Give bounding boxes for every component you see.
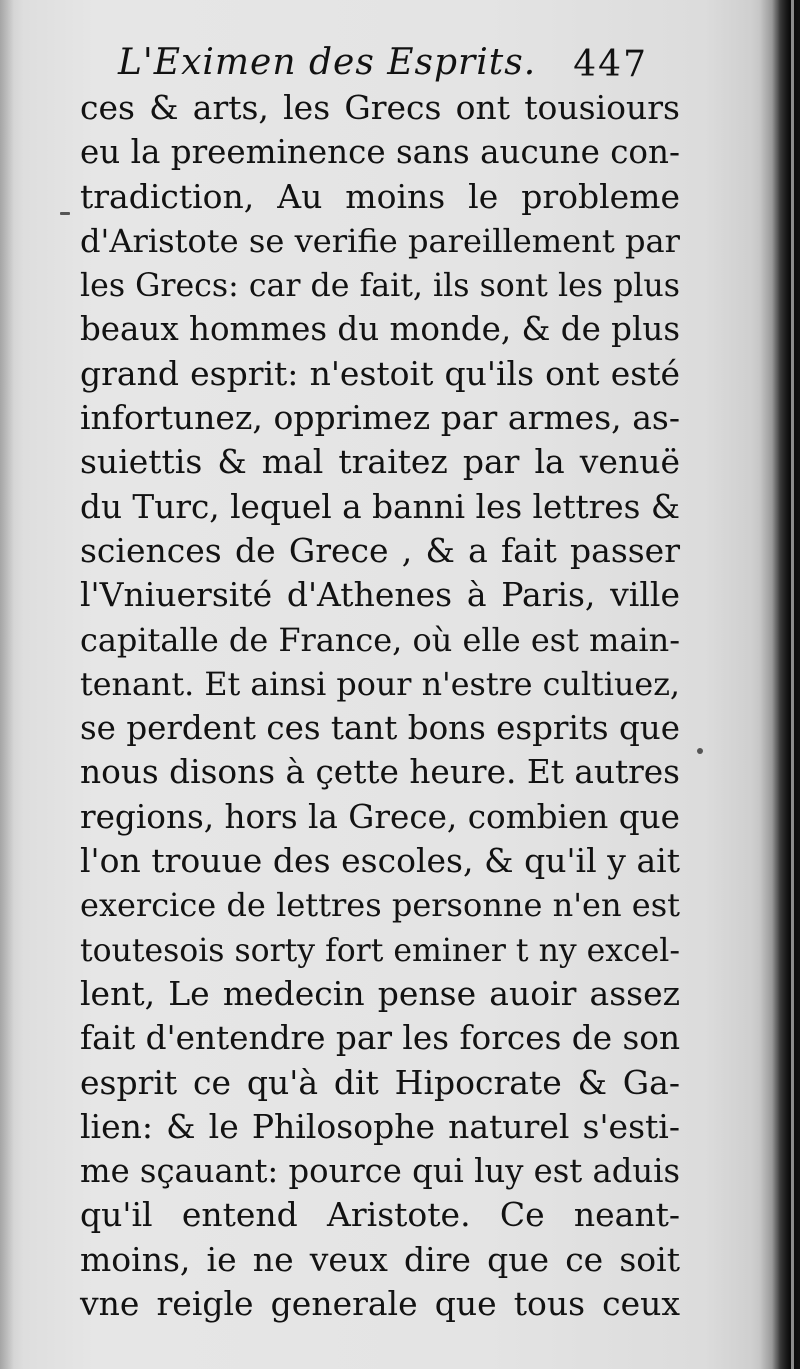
body-text — [80, 86, 680, 1326]
text-line: moins, ie ne veux dire que ce soit — [80, 1239, 680, 1279]
text-line: ces & arts, les Grecs ont tousiours — [80, 88, 680, 127]
text-line: sciences de Grece , & a fait passer — [80, 530, 680, 570]
text-line: infortunez, opprimez par armes, as- — [80, 398, 680, 438]
text-line: les Grecs: car de fait, ils sont les plus — [80, 268, 680, 305]
text-line: tradiction, Au moins le probleme — [80, 176, 680, 216]
text-line: vne reigle generale que tous ceux — [80, 1284, 680, 1324]
text-line: regions, hors la Grece, combien que — [80, 797, 680, 836]
text-line: suiettis & mal traitez par la venuë — [80, 442, 680, 482]
page-gutter-shadow — [760, 0, 800, 1369]
text-line: lien: & le Philosophe naturel s'esti- — [80, 1106, 680, 1146]
text-line: d'Aristote se verifie pareillement par — [80, 221, 680, 260]
text-line: lent, Le medecin pense auoir assez — [80, 973, 680, 1013]
text-line: me sçauant: pource qui luy est aduis — [80, 1152, 680, 1191]
ink-speck — [697, 748, 703, 754]
text-line: nous disons à çette heure. Et autres — [80, 753, 680, 792]
text-line: exercice de lettres personne n'en est — [80, 886, 680, 925]
text-line: l'Vniuersité d'Athenes à Paris, ville — [80, 575, 680, 615]
text-line: du Turc, lequel a banni les lettres & — [80, 487, 680, 526]
ink-speck — [60, 212, 70, 215]
page-number: 447 — [573, 44, 648, 85]
text-line: l'on trouue des escoles, & qu'il y ait — [80, 841, 680, 881]
text-line: qu'il entend Aristote. Ce neant- — [80, 1195, 680, 1235]
text-line: fait d'entendre par les forces de son — [80, 1019, 681, 1058]
text-line: eu la preeminence sans aucune con- — [80, 133, 680, 172]
running-head — [118, 42, 648, 92]
text-line: capitalle de France, où elle est main- — [80, 620, 680, 659]
text-line: esprit ce qu'à dit Hipocrate & Ga- — [80, 1062, 680, 1102]
running-head-title: L'Eximen des Esprits. — [118, 42, 537, 83]
text-line: se perdent ces tant bons esprits que — [80, 709, 680, 748]
book-spine-edge — [791, 0, 794, 1369]
text-line: tenant. Et ainsi pour n'estre cultiuez, — [80, 666, 681, 703]
text-line: grand esprit: n'estoit qu'ils ont esté — [80, 353, 680, 393]
text-line: toutesois sorty fort eminer t ny excel- — [80, 932, 680, 969]
text-line: beaux hommes du monde, & de plus — [80, 310, 680, 349]
page-left-shadow — [0, 0, 14, 1369]
